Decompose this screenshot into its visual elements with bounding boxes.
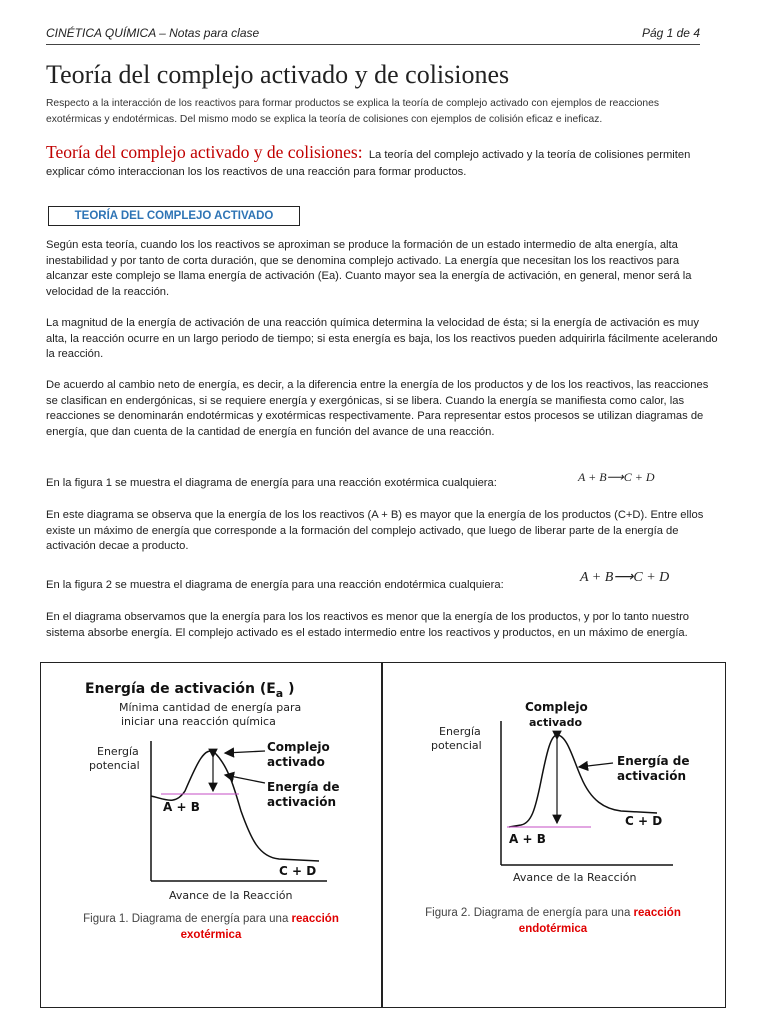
fig2-ylabel2: potencial — [431, 739, 482, 752]
paragraph-7: En el diagrama observamos que la energía para los los reactivos es menor que la energía de los productos, y por lo tanto nuestro sistema absorbe energía. El complejo activado es el estado intermedio entre los reactivos y productos, en un máximo de energía. — [46, 611, 690, 639]
intro-paragraph: Respecto a la interacción de los reactivos para formar productos se explica la teoría de complejo activado con ejemplos de reacciones exotérmicas y endotérmicas. Del mismo modo se explica la teoría de colisiones con ejemplos de colisión eficaz e ineficaz. — [46, 98, 659, 125]
fig2-xlabel: Avance de la Reacción — [513, 871, 637, 884]
fig1-complejo-label1: Complejo — [267, 740, 330, 754]
page-title: Teoría del complejo activado y de colisiones — [46, 60, 510, 89]
paragraph-2: La magnitud de la energía de activación de una reacción química determina la velocidad de ésta; si la energía de activación es muy alta, la reacción ocurre en un largo periodo de tiempo; si esta energía es baja, los los reactivos pueden adquirirla fácilmente acelerando la reacción. — [46, 317, 718, 360]
header-left: CINÉTICA QUÍMICA – Notas para clase — [46, 26, 260, 40]
fig1-heading: Energía de activación ($E_a$ ) — [85, 681, 295, 700]
fig1-complejo-pointer — [225, 751, 265, 753]
subtitle-text: La teoría del complejo activado y la teoría de colisiones permiten explicar cómo interaccionan los los reactivos de una reacción para formar productos. — [46, 149, 691, 178]
equation-lhs: A + B — [580, 570, 614, 585]
figure-2-caption: Figura 2. Diagrama de energía para una reacción endotérmica — [425, 907, 681, 935]
fig1-products: C + D — [279, 864, 317, 878]
fig1-ea-label2: activación — [267, 795, 336, 809]
page-number: Pág 1 de 4 — [641, 26, 700, 40]
fig1-xlabel: Avance de la Reacción — [169, 889, 293, 902]
section-heading: TEORÍA DEL COMPLEJO ACTIVADO — [48, 206, 300, 226]
paragraph-6: En la figura 2 se muestra el diagrama de energía para una reacción endotérmica cualquiera: — [46, 579, 504, 591]
fig1-ylabel1: Energía — [97, 745, 139, 758]
paragraph-3: De acuerdo al cambio neto de energía, es decir, a la diferencia entre la energía de los productos y de los los reactivos, las reacciones se clasifican en endergónicas, si se requiere energía y exergónicas, si se libera. Cuando la energía se manifiesta como calor, las reacciones se denominarán endotérmicas y exotérmicas respectivamente. Para representar estos procesos se utilizan diagramas de energía, que dan cuenta de la cantidad de energía en función del avance de una reacción. — [46, 379, 709, 438]
equation-exo — [578, 470, 655, 485]
fig2-ea-label1: Energía de — [617, 754, 690, 768]
equation-rhs: C + D — [623, 470, 655, 484]
paragraph-4: En la figura 1 se muestra el diagrama de energía para una reacción exotérmica cualquiera: — [46, 477, 497, 489]
fig2-ea-label2: activación — [617, 769, 686, 783]
subtitle-paragraph — [46, 144, 726, 181]
fig1-complejo-label2: activado — [267, 755, 325, 769]
paragraph-5: En este diagrama se observa que la energía de los los reactivos (A + B) es mayor que la energía de los productos (C+D). Entre ellos existe un máximo de energía que corresponde a la formación del complejo activado, que luego de liberar parte de la energía de activación decae a producto. — [46, 509, 704, 552]
fig1-reactants: A + B — [163, 800, 200, 814]
equation-lhs: A + B — [578, 470, 607, 484]
figures-table — [40, 662, 726, 1008]
fig2-ylabel1: Energía — [439, 725, 481, 738]
arrow-icon: ⟶ — [606, 470, 624, 484]
fig1-def1: Mínima cantidad de energía para — [119, 701, 302, 714]
paragraph-1: Según esta teoría, cuando los los reactivos se aproximan se produce la formación de un estado intermedio de alta energía, alta inestabilidad y por tanto de corta duración, que se denomina complejo activado. La energía que necesitan los los reactivos para alcanzar este complejo se llama energía de activación (Ea). Cuanto mayor sea la energía de activación, en general, menor será la velocidad de la reacción. — [46, 239, 692, 298]
fig2-complejo-label2: activado — [529, 716, 582, 729]
fig1-def2: iniciar una reacción química — [121, 715, 276, 728]
fig1-ylabel2: potencial — [89, 759, 140, 772]
figure-1-diagram — [79, 671, 349, 907]
page-header — [46, 24, 700, 45]
fig1-ea-label1: Energía de — [267, 780, 340, 794]
figure-1-caption: Figura 1. Diagrama de energía para una reacción exotérmica — [83, 913, 339, 941]
fig2-reactants: A + B — [509, 832, 546, 846]
fig2-ea-pointer — [579, 763, 613, 767]
fig2-products: C + D — [625, 814, 663, 828]
subtitle-red: Teoría del complejo activado y de colisiones: — [46, 142, 363, 162]
equation-rhs: C + D — [633, 570, 670, 585]
equation-endo — [580, 569, 669, 586]
fig2-complejo-label1: Complejo — [525, 700, 588, 714]
arrow-icon: ⟶ — [613, 570, 634, 585]
figure-2-diagram — [421, 691, 691, 891]
